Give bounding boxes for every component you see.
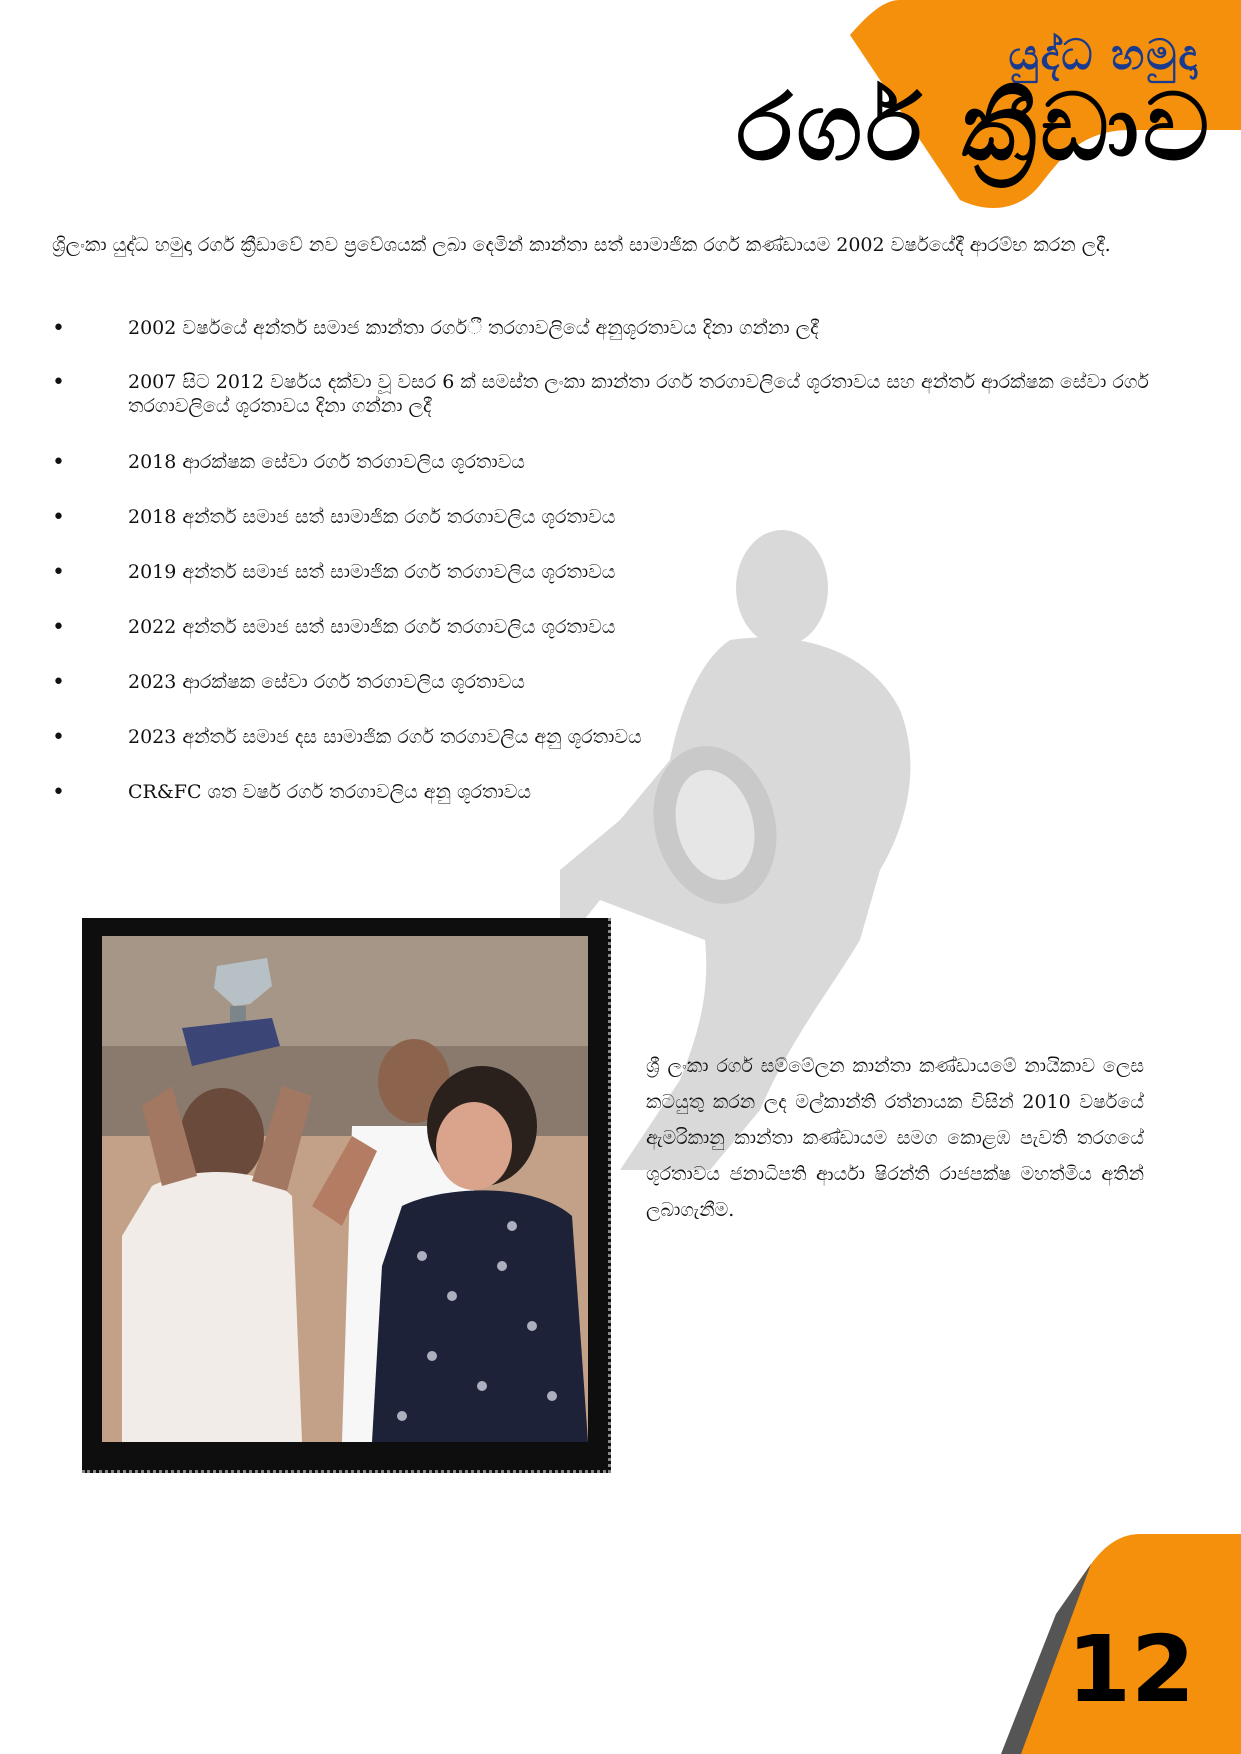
bullet: •	[52, 316, 65, 341]
list-item	[52, 370, 1152, 450]
list-item	[52, 780, 1152, 835]
page-number: 12	[1066, 1616, 1195, 1723]
list-item	[52, 505, 1152, 560]
trophy-presentation-photo	[102, 936, 588, 1442]
photo-frame	[82, 918, 611, 1473]
achievements-list	[52, 316, 1152, 835]
achievement-text: 2022 අන්තර් සමාජ සත් සාමාජික රගර් තරගාවලිය ශූරතාවය	[128, 616, 616, 638]
bullet: •	[52, 370, 65, 395]
list-item	[52, 670, 1152, 725]
intro-paragraph: ශ්‍රිලංකා යුද්ධ හමුදා රගර් ක්‍රීඩාවේ නව ප්‍රවේශයක් ලබා දෙමින් කාන්තා සත් සාමාජික රගර් කණ්ඩායම 2002 වර්ෂයේදී ආරම්භ කරන ලදී.	[52, 234, 1111, 256]
achievement-text: CR&FC ශත වර්ෂ රගර් තරගාවලිය අනු ශූරතාවය	[128, 781, 532, 803]
header-subtitle: යුද්ධ හමුදා	[1008, 30, 1199, 79]
list-item	[52, 560, 1152, 615]
list-item	[52, 725, 1152, 780]
photo-caption: ශ්‍රී ලංකා රගර් සම්මේලන කාන්තා කණ්ඩායමේ නායිකාව ලෙස කටයුතු කරන ලද මල්කාන්ති රත්නායක විසින් 2010 වර්ෂයේ ඇමරිකානු කාන්තා කණ්ඩායම සමග කොළඹ පැවති තරගයේ ශූරතාවය ජනාධිපති ආර්යා ෂිරන්ති රාජපක්ෂ මහත්මිය අතින් ලබාගැනීම.	[646, 1055, 1144, 1221]
achievement-text: 2023 අන්තර් සමාජ දස සාමාජික රගර් තරගාවලිය අනු ශූරතාවය	[128, 726, 642, 748]
achievement-text: 2018 අන්තර් සමාජ සත් සාමාජික රගර් තරගාවලිය ශූරතාවය	[128, 506, 616, 528]
achievement-text: 2018 ආරක්ෂක සේවා රගර් තරගාවලිය ශූරතාවය	[128, 451, 525, 473]
list-item	[52, 615, 1152, 670]
achievement-text: 2002 වර්ෂයේ අන්තර් සමාජ කාන්තා රගර්ී තරගාවලියේ අනුශූරතාවය දිනා ගන්නා ලදී	[128, 317, 819, 339]
achievement-text: 2007 සිට 2012 වර්ෂය දක්වා වූ වසර 6 ක් සමස්ත ලංකා කාන්තා රගර් තරගාවලියේ ශූරතාවය සහ අන්තර් ආරක්ෂක සේවා රගර් තරගාවලියේ ශූරතාවය දිනා ගන්නා ලදී	[128, 371, 1149, 417]
bullet: •	[52, 670, 65, 695]
bullet: •	[52, 560, 65, 585]
achievement-text: 2023 ආරක්ෂක සේවා රගර් තරගාවලිය ශූරතාවය	[128, 671, 525, 693]
bullet: •	[52, 725, 65, 750]
bullet: •	[52, 615, 65, 640]
bullet: •	[52, 780, 65, 805]
bullet: •	[52, 505, 65, 530]
list-item	[52, 450, 1152, 505]
achievement-text: 2019 අන්තර් සමාජ සත් සාමාජික රගර් තරගාවලිය ශූරතාවය	[128, 561, 616, 583]
bullet: •	[52, 450, 65, 475]
list-item	[52, 316, 1152, 370]
page-title: රගර් ක්‍රීඩාව	[736, 74, 1213, 181]
